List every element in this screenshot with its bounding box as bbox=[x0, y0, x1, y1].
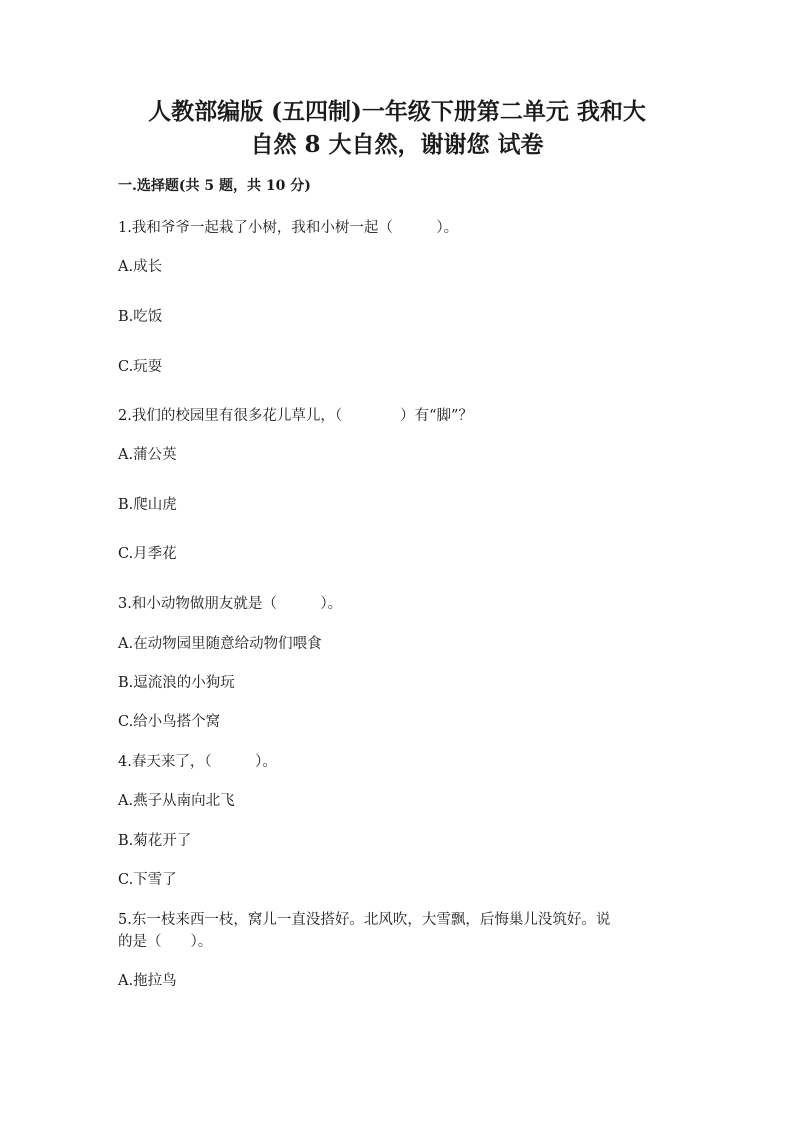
question-3-stem: 3.和小动物做朋友就是（ ）。 bbox=[118, 596, 343, 612]
question-3-option-a: A.在动物园里随意给动物们喂食 bbox=[118, 636, 322, 652]
question-1-option-b: B.吃饭 bbox=[118, 309, 163, 325]
exam-title-line-1: 人教部编版 (五四制)一年级下册第二单元 我和大 bbox=[148, 98, 646, 125]
exam-title-line-2: 自然 8 大自然，谢谢您 试卷 bbox=[250, 131, 544, 158]
question-4-stem: 4.春天来了，（ ）。 bbox=[118, 754, 277, 770]
question-2-option-a: A.蒲公英 bbox=[118, 447, 177, 463]
question-1-stem: 1.我和爷爷一起栽了小树，我和小树一起（ ）。 bbox=[118, 220, 459, 236]
question-4-option-c: C.下雪了 bbox=[118, 872, 177, 888]
question-5-stem-line-1: 5.东一枝来西一枝，窝儿一直没搭好。北风吹，大雪飘，后悔巢儿没筑好。说 bbox=[118, 912, 611, 928]
question-2-stem: 2.我们的校园里有很多花儿草儿，（ ）有“脚”？ bbox=[118, 408, 473, 424]
question-3-option-c: C.给小鸟搭个窝 bbox=[118, 714, 221, 730]
section-heading: 一.选择题(共 5 题，共 10 分) bbox=[118, 178, 311, 194]
question-3-option-b: B.逗流浪的小狗玩 bbox=[118, 675, 235, 691]
question-1-option-a: A.成长 bbox=[118, 259, 163, 275]
question-4-option-a: A.燕子从南向北飞 bbox=[118, 793, 235, 809]
question-1-option-c: C.玩耍 bbox=[118, 359, 163, 375]
question-2-option-b: B.爬山虎 bbox=[118, 497, 177, 513]
question-5-stem-line-2: 的是（ ）。 bbox=[118, 934, 213, 950]
question-5-option-a: A.拖拉鸟 bbox=[118, 973, 177, 989]
question-4-option-b: B.菊花开了 bbox=[118, 833, 192, 849]
question-2-option-c: C.月季花 bbox=[118, 546, 177, 562]
